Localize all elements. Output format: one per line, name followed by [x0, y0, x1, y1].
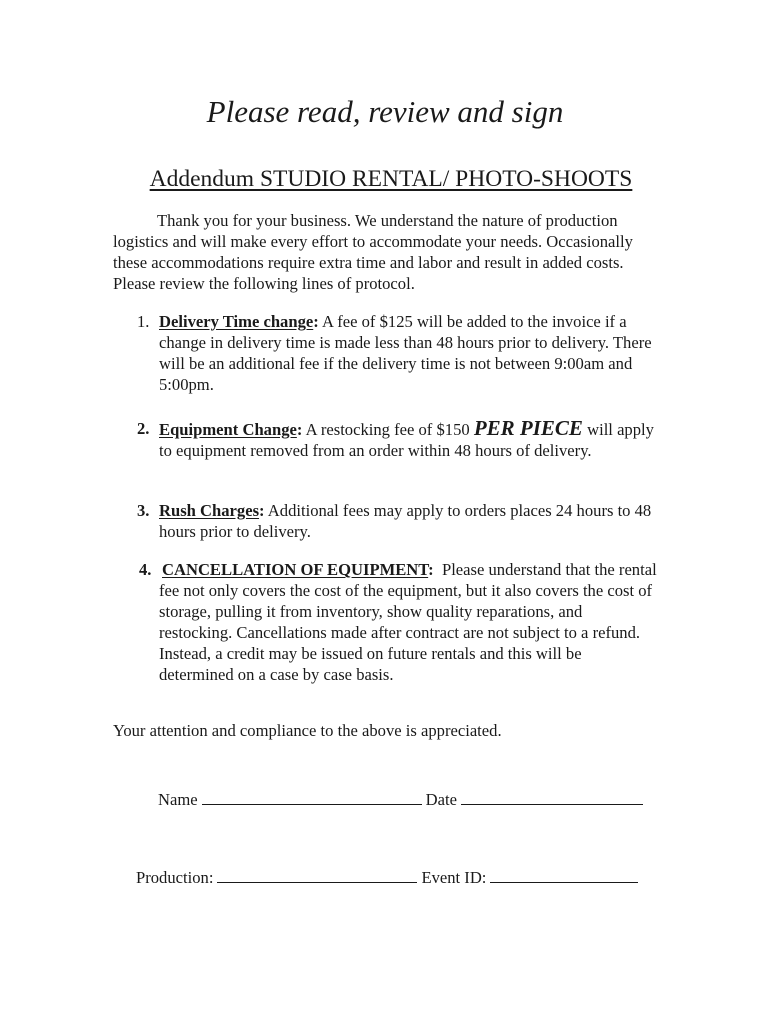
list-item-colon: : — [313, 312, 319, 331]
list-item-body-start: A restocking fee of $150 — [302, 420, 474, 439]
intro-paragraph — [113, 210, 663, 294]
per-piece-emphasis: PER PIECE — [473, 416, 583, 440]
list-item-heading: Rush Charges — [159, 501, 260, 520]
list-item-number: 1. — [137, 312, 150, 331]
list-item-body: A fee of $125 will be added to the invoice if a change in delivery time is made less than 48 hours prior to delivery. There will be an additional fee if the delivery time is not between 9:00am and 5:00pm. — [159, 312, 652, 394]
list-item-delivery-time — [137, 311, 657, 395]
list-item-text — [159, 311, 657, 395]
list-item-heading: CANCELLATION OF EQUIPMENT — [162, 560, 429, 579]
list-item-text — [159, 559, 661, 685]
list-item-body: Additional fees may apply to orders places 24 hours to 48 hours prior to delivery. — [159, 501, 652, 541]
list-item-body-end: will apply to equipment removed from an order within 48 hours of delivery. — [159, 420, 654, 460]
list-item-equipment-change — [137, 416, 657, 461]
list-item-heading: Delivery Time change — [159, 312, 314, 331]
list-item-number: 2. — [137, 419, 150, 438]
list-item-body: Please understand that the rental fee not only covers the cost of the equipment, but it also covers the cost of storage, pulling it from inventory, show quality reparations, and restocking. Cancellations made after contract are not subject to a refund. Instead, a credit may be issued on future rentals and this will be determined on a case by case basis. — [159, 560, 661, 684]
date-field[interactable] — [461, 790, 643, 805]
document-title: Please read, review and sign — [206, 94, 564, 129]
list-item-number: 3. — [137, 501, 150, 520]
name-field[interactable] — [202, 790, 422, 805]
list-item-heading: Equipment Change — [159, 420, 297, 439]
list-item-rush-charges — [137, 500, 657, 542]
list-item-text — [159, 418, 657, 461]
list-item-number: 4. — [139, 560, 152, 579]
production-event-row — [136, 867, 642, 888]
event-id-label: Event ID: — [421, 868, 487, 887]
name-label: Name — [158, 790, 198, 809]
intro-text: Thank you for your business. We understand the nature of production logistics and will make every effort to accommodate your needs. Occasionally these accommodations require extra time and labor and result in added costs. Please review the following lines of protocol. — [113, 211, 633, 293]
document-subtitle — [0, 163, 770, 195]
closing-statement: Your attention and compliance to the above is appreciated. — [113, 721, 502, 740]
list-item-text — [159, 500, 657, 542]
date-label: Date — [425, 790, 457, 809]
event-id-field[interactable] — [490, 868, 638, 883]
production-field[interactable] — [217, 868, 417, 883]
production-label: Production: — [136, 868, 214, 887]
subtitle-text: Addendum STUDIO RENTAL/ PHOTO-SHOOTS — [149, 166, 633, 192]
name-date-row — [158, 789, 647, 810]
list-item-colon: : — [428, 560, 434, 579]
list-item-colon: : — [259, 501, 265, 520]
list-item-colon: : — [296, 420, 303, 439]
list-item-cancellation — [139, 559, 661, 685]
